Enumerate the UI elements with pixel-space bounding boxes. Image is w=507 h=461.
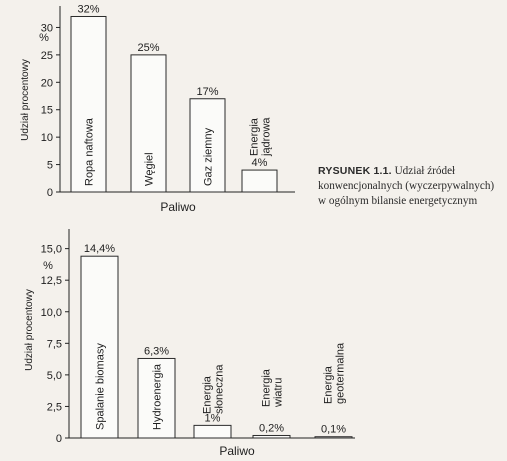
category-label-group bbox=[203, 127, 215, 186]
y-tick-label: 15,0 bbox=[40, 243, 62, 256]
bar bbox=[194, 425, 231, 438]
category-label: Energiasłoneczna bbox=[201, 364, 226, 414]
data-label: 0,1% bbox=[320, 423, 347, 436]
y-tick-label: 0 bbox=[55, 433, 62, 445]
category-label-group bbox=[84, 117, 96, 186]
y-tick-label: 5,0 bbox=[46, 369, 62, 382]
data-label: 0,2% bbox=[258, 422, 285, 435]
y-tick-label: 12,5 bbox=[40, 275, 62, 288]
category-label-group bbox=[261, 368, 285, 408]
x-axis-title: Paliwo bbox=[219, 444, 255, 458]
category-label: Spalanie biomasy bbox=[94, 343, 107, 430]
category-label-group bbox=[202, 364, 226, 414]
x-axis-title: Paliwo bbox=[160, 200, 196, 214]
figure-caption bbox=[318, 164, 504, 209]
bar bbox=[315, 437, 352, 438]
data-label: 14,4% bbox=[83, 243, 116, 256]
data-label: 1% bbox=[204, 412, 221, 425]
data-label: 4% bbox=[251, 157, 268, 170]
y-tick-label: 15 bbox=[40, 104, 53, 117]
category-label-group bbox=[95, 343, 107, 430]
y-tick-label: 10,0 bbox=[40, 306, 62, 319]
y-unit-label: % bbox=[43, 260, 53, 272]
y-axis-title: Udział procentowy bbox=[20, 59, 31, 141]
y-axis-title: Udział procentowy bbox=[24, 289, 35, 371]
category-label: Ropa naftowa bbox=[83, 118, 96, 186]
y-tick-label: 5 bbox=[46, 159, 53, 172]
category-label-group bbox=[323, 342, 347, 404]
y-tick-label: 25 bbox=[40, 49, 53, 62]
y-tick-label: 2,5 bbox=[46, 401, 62, 414]
bar bbox=[242, 170, 277, 192]
category-label: Energiageotermalna bbox=[322, 342, 347, 404]
y-tick-label: 0 bbox=[46, 187, 53, 199]
category-label: Hydroenergia bbox=[151, 363, 164, 430]
bar bbox=[253, 435, 290, 438]
category-label: Gaz ziemny bbox=[202, 127, 215, 186]
category-label: Energiawiatru bbox=[260, 369, 285, 407]
y-tick-label: 30 bbox=[40, 22, 53, 35]
caption-label: RYSUNEK 1.1. bbox=[318, 165, 392, 177]
category-label-group bbox=[249, 117, 273, 157]
data-label: 17% bbox=[196, 85, 219, 98]
data-label: 25% bbox=[137, 41, 160, 54]
category-label: Energiajądrowa bbox=[248, 117, 273, 156]
y-unit-label: % bbox=[39, 32, 49, 44]
y-tick-label: 7,5 bbox=[46, 338, 62, 351]
caption-text: Udział źródeł konwencjonalnych (wyczerpywalnych) w ogólnym bilansie energetycznym bbox=[318, 165, 495, 207]
chart-conventional-sources bbox=[20, 3, 295, 214]
category-label-group bbox=[144, 152, 156, 186]
y-tick-label: 20 bbox=[40, 77, 53, 90]
data-label: 6,3% bbox=[143, 345, 170, 358]
y-tick-label: 10 bbox=[40, 132, 53, 145]
data-label: 32% bbox=[77, 3, 100, 16]
chart-renewable-sources bbox=[24, 229, 355, 458]
category-label: Węgiel bbox=[143, 152, 156, 186]
category-label-group bbox=[152, 363, 164, 430]
